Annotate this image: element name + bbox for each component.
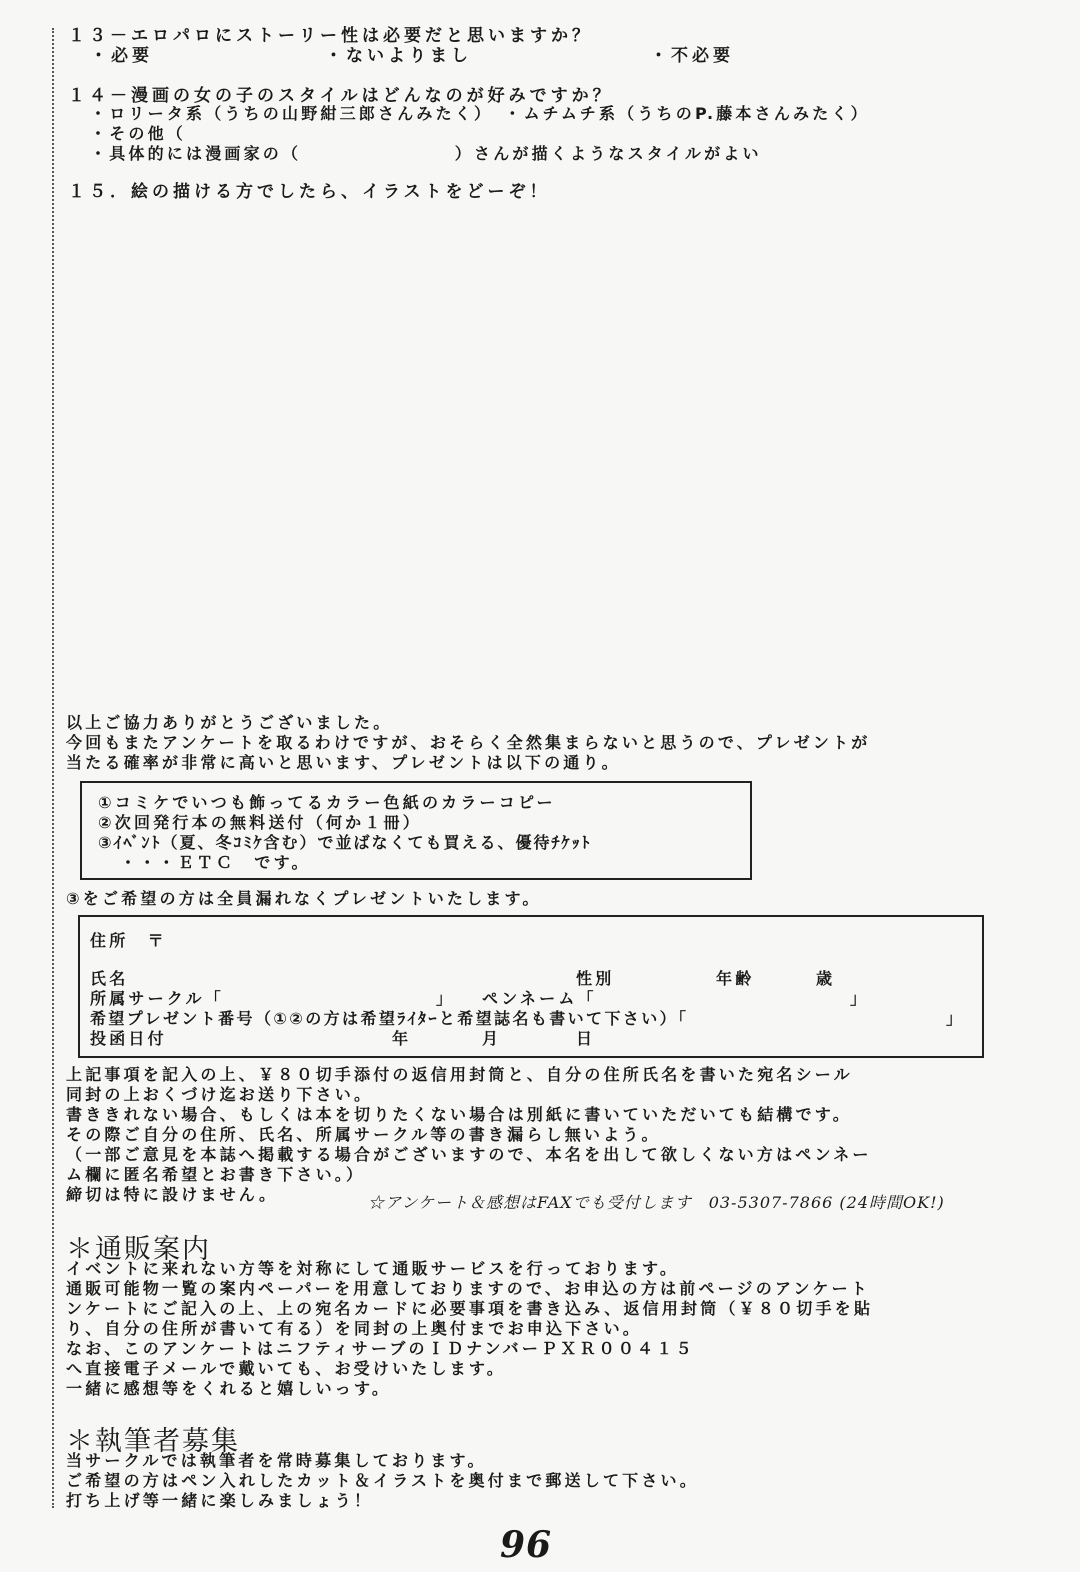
instruction-line-6: ム欄に匿名希望とお書き下さい。） — [66, 1165, 366, 1184]
mail-order-heading: ＊通販案内 — [66, 1234, 211, 1265]
q14-option-style-types[interactable]: ・ロリータ系（うちの山野紺三郎さんみたく） ・ムチムチ系（うちのP.藤本さんみたく） — [90, 104, 870, 123]
instruction-line-3: 書ききれない場合、もしくは本を切りたくない場合は別紙に書いていただいても結構です。 — [66, 1105, 852, 1124]
circle-close: 」 — [436, 989, 456, 1008]
dotted-cut-line — [52, 28, 54, 1508]
present-item-2: ②次回発行本の無料送付（何か１冊） — [98, 813, 422, 832]
name-label: 氏名 — [90, 969, 129, 988]
q13-option-unnecessary[interactable]: ・不必要 — [650, 46, 734, 66]
question-15: １５．絵の描ける方でしたら、イラストをどーぞ！ — [68, 182, 551, 202]
instruction-line-2: 同封の上おくづけ迄お送り下さい。 — [66, 1085, 374, 1104]
page-number: 96 — [500, 1524, 553, 1566]
mail-order-line-4: り、自分の住所が書いて有る）を同封の上奥付までお申込下さい。 — [66, 1319, 643, 1338]
present-note: ③をご希望の方は全員漏れなくプレゼントいたします。 — [66, 889, 542, 908]
penname-close: 」 — [850, 989, 870, 1008]
age-unit-label: 歳 — [816, 969, 836, 988]
instruction-line-7: 締切は特に設けません。 — [66, 1185, 279, 1204]
day-label: 日 — [576, 1029, 596, 1048]
illustration-area[interactable] — [70, 205, 1030, 705]
q13-option-better-than-none[interactable]: ・ないよりまし — [325, 46, 472, 66]
present-item-3: ③ｲﾍﾞﾝﾄ（夏、冬ｺﾐｹ含む）で並ばなくても買える、優待ﾁｹｯﾄ — [98, 833, 592, 852]
present-item-1: ①コミケでいつも飾ってるカラー色紙のカラーコピー — [98, 793, 556, 812]
penname-label: ペンネーム「 — [482, 989, 597, 1008]
date-label: 投函日付 — [90, 1029, 167, 1048]
present-item-etc: ・・・ＥＴＣ です。 — [120, 853, 311, 872]
address-form-box — [78, 915, 984, 1058]
present-number-label: 希望プレゼント番号（①②の方は希望ﾗｲﾀｰと希望誌名も書いて下さい）「 — [90, 1009, 689, 1028]
writers-line-3: 打ち上げ等一緒に楽しみましょう！ — [66, 1491, 374, 1510]
month-label: 月 — [482, 1029, 502, 1048]
fax-note: ☆アンケート＆感想はFAXでも受付します 03-5307-7866 (24時間OK!) — [368, 1193, 945, 1212]
circle-label: 所属サークル「 — [90, 989, 224, 1008]
mail-order-line-3: ンケートにご記入の上、上の宛名カードに必要事項を書き込み、返信用封筒（￥８０切手を貼 — [66, 1299, 874, 1318]
year-label: 年 — [392, 1029, 412, 1048]
mail-order-line-1: イベントに来れない方等を対称にして通販サービスを行っております。 — [66, 1259, 680, 1278]
instruction-line-5: （一部ご意見を本誌へ掲載する場合がございますので、本名を出して欲しくない方はペンネー — [66, 1145, 872, 1164]
mail-order-line-6: へ直接電子メールで戴いても、お受けいたします。 — [66, 1359, 507, 1378]
writers-heading: ＊執筆者募集 — [66, 1426, 240, 1457]
q14-option-other[interactable]: ・その他（ — [90, 124, 187, 143]
sex-label: 性別 — [576, 969, 615, 988]
writers-line-2: ご希望の方はペン入れしたカット＆イラストを奥付まで郵送して下さい。 — [66, 1471, 699, 1490]
q13-option-necessary[interactable]: ・必要 — [90, 46, 153, 66]
present-number-close: 」 — [946, 1009, 966, 1028]
q14-option-specific-artist[interactable]: ・具体的には漫画家の（ ）さんが描くようなスタイルがよい — [90, 144, 762, 163]
mail-order-line-5: なお、このアンケートはニフティサーブのＩＤナンバーＰＸＲ００４１５ — [66, 1339, 695, 1358]
writers-line-1: 当サークルでは執筆者を常時募集しております。 — [66, 1451, 487, 1470]
question-14: １４－漫画の女の子のスタイルはどんなのが好みですか？ — [68, 86, 614, 106]
thanks-line-2: 今回もまたアンケートを取るわけですが、おそらく全然集まらないと思うので、プレゼントが — [66, 733, 871, 752]
question-13: １３－エロパロにストーリー性は必要だと思いますか？ — [68, 26, 593, 46]
mail-order-line-7: 一緒に感想等をくれると嬉しいっす。 — [66, 1379, 392, 1398]
present-list-box — [80, 781, 752, 880]
address-label: 住所 〒 — [90, 931, 167, 950]
thanks-line-3: 当たる確率が非常に高いと思います、プレゼントは以下の通り。 — [66, 753, 621, 772]
thanks-line-1: 以上ご協力ありがとうございました。 — [66, 713, 393, 732]
age-label: 年齢 — [716, 969, 755, 988]
instruction-line-1: 上記事項を記入の上、￥８０切手添付の返信用封筒と、自分の住所氏名を書いた宛名シール — [66, 1065, 853, 1084]
instruction-line-4: その際ご自分の住所、氏名、所属サークル等の書き漏らし無いよう。 — [66, 1125, 661, 1144]
mail-order-line-2: 通販可能物一覧の案内ペーパーを用意しておりますので、お申込の方は前ページのアンケート — [66, 1279, 871, 1298]
